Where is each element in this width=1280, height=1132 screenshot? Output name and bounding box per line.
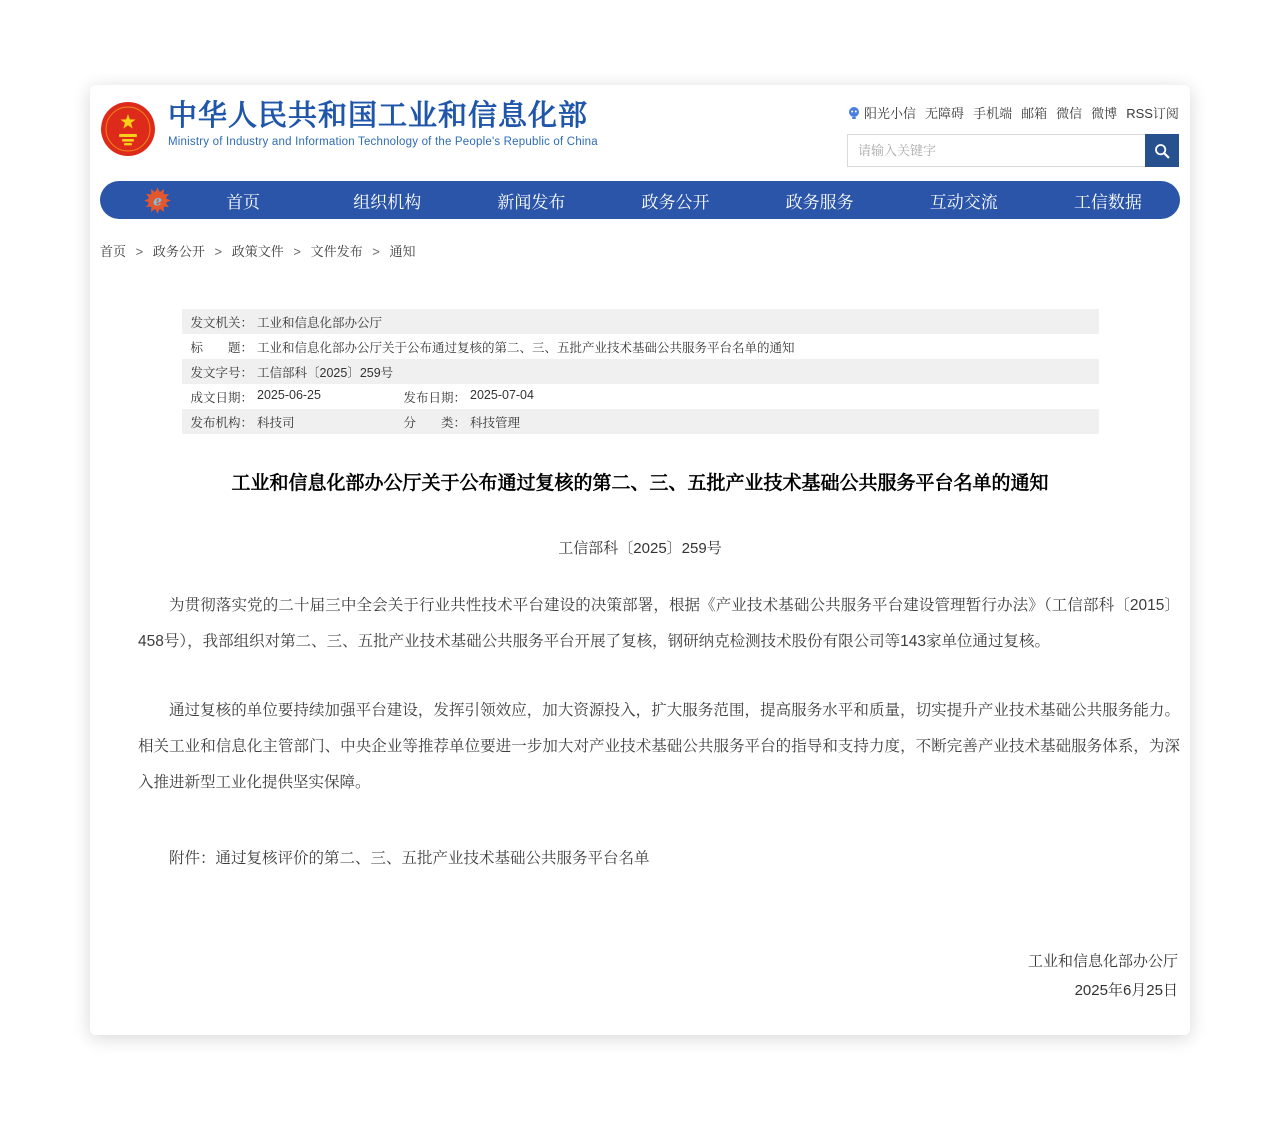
miit-gear-icon — [144, 187, 171, 214]
signature-date: 2025年6月25日 — [1074, 982, 1178, 999]
nav-item-news[interactable]: 新闻发布 — [497, 192, 566, 212]
main-nav — [100, 181, 1180, 219]
quick-links — [847, 103, 1179, 122]
meta-label: 成文日期： — [190, 390, 254, 405]
search-button[interactable] — [1145, 134, 1179, 167]
quick-link-wechat[interactable] — [1056, 103, 1082, 122]
quick-link-label: 阳光小信 — [864, 106, 917, 121]
quick-link-label: 邮箱 — [1021, 106, 1048, 121]
national-emblem-icon — [100, 101, 156, 157]
meta-row-doc-number — [182, 359, 1099, 384]
meta-cell — [182, 338, 795, 356]
meta-label: 发布日期： — [403, 390, 467, 405]
breadcrumb-separator: > — [293, 244, 301, 259]
paragraph: 通过复核的单位要持续加强平台建设，发挥引领效应，加大资源投入，扩大服务范围，提高服务水平和质量，切实提升产业技术基础公共服务能力。相关工业和信息化主管部门、中央企业等推荐单位要进一步加大对产业技术基础公共服务平台的指导和支持力度，不断完善产业技术基础服务体系，为深入推进新型工业化提供坚实保障。 — [138, 702, 1180, 791]
breadcrumb — [100, 241, 1190, 260]
meta-cell — [182, 313, 383, 331]
meta-cell — [404, 388, 534, 406]
document-meta-table — [182, 309, 1099, 434]
breadcrumb-doc-release[interactable]: 文件发布 — [310, 244, 363, 259]
site-brand[interactable] — [100, 99, 598, 171]
meta-label: 发文字号： — [190, 365, 254, 380]
meta-value: 科技司 — [257, 415, 295, 430]
document-body — [138, 588, 1180, 801]
meta-value: 工业和信息化部办公厅关于公布通过复核的第二、三、五批产业技术基础公共服务平台名单的通知 — [257, 340, 795, 355]
meta-label: 发文机关： — [190, 315, 254, 330]
meta-cell — [182, 413, 404, 431]
page-card — [90, 85, 1190, 1035]
breadcrumb-separator: > — [372, 244, 380, 259]
meta-row-title — [182, 334, 1099, 359]
breadcrumb-notice[interactable]: 通知 — [389, 244, 416, 259]
quick-link-label: 微信 — [1056, 106, 1083, 121]
document-title: 工业和信息化部办公厅关于公布通过复核的第二、三、五批产业技术基础公共服务平台名单的通知 — [231, 473, 1049, 494]
meta-label: 分 类： — [403, 415, 467, 430]
meta-value: 工业和信息化部办公厅 — [257, 315, 383, 330]
nav-item-organization[interactable]: 组织机构 — [353, 192, 422, 212]
nav-item-gov-services[interactable]: 政务服务 — [785, 192, 854, 212]
meta-row-dates — [182, 384, 1099, 409]
breadcrumb-separator: > — [135, 244, 144, 259]
signature-org: 工业和信息化部办公厅 — [1027, 953, 1178, 970]
search-icon — [1153, 142, 1171, 160]
paragraph: 为贯彻落实党的二十届三中全会关于行业共性技术平台建设的决策部署，根据《产业技术基础公共服务平台建设管理暂行办法》（工信部科〔2015〕458号），我部组织对第二、三、五批产业技术基础公共服务平台开展了复核，钢研纳克检测技术股份有限公司等143家单位通过复核。 — [138, 597, 1180, 650]
site-header — [90, 85, 1190, 171]
meta-label: 发布机构： — [190, 415, 254, 430]
meta-cell — [404, 413, 521, 431]
quick-link-sunshine[interactable] — [847, 103, 916, 122]
svg-text:e: e — [153, 192, 162, 209]
attachment-link[interactable]: 附件：通过复核评价的第二、三、五批产业技术基础公共服务平台名单 — [169, 850, 650, 867]
breadcrumb-policy-docs[interactable]: 政策文件 — [231, 244, 284, 259]
nav-items — [171, 188, 1180, 213]
quick-link-mail[interactable] — [1021, 103, 1047, 122]
meta-value: 2025-06-25 — [257, 387, 321, 402]
quick-link-label: 手机端 — [973, 106, 1013, 121]
signature-block — [90, 947, 1178, 1005]
meta-cell — [182, 388, 404, 406]
search-bar — [847, 134, 1179, 167]
header-tools — [847, 99, 1179, 171]
brand-text — [168, 99, 598, 148]
nav-item-home[interactable]: 首页 — [226, 192, 261, 212]
meta-row-publisher — [182, 409, 1099, 434]
meta-row-issuing-agency — [182, 309, 1099, 334]
meta-value: 工信部科〔2025〕259号 — [257, 365, 394, 380]
document-number: 工信部科〔2025〕259号 — [558, 540, 722, 557]
quick-link-label: 无障碍 — [925, 106, 965, 121]
quick-link-accessibility[interactable] — [925, 103, 964, 122]
meta-value: 科技管理 — [470, 415, 521, 430]
meta-label: 标 题： — [190, 340, 254, 355]
site-title: 中华人民共和国工业和信息化部 — [168, 100, 589, 132]
sunshine-mascot-icon — [847, 106, 861, 120]
quick-link-label: RSS订阅 — [1126, 106, 1179, 121]
nav-item-data[interactable]: 工信数据 — [1073, 192, 1142, 212]
nav-item-interaction[interactable]: 互动交流 — [929, 192, 998, 212]
quick-link-rss[interactable] — [1126, 103, 1179, 122]
breadcrumb-gov-openness[interactable]: 政务公开 — [152, 244, 205, 259]
miit-logo[interactable] — [144, 187, 171, 214]
breadcrumb-home[interactable]: 首页 — [100, 244, 127, 259]
quick-link-weibo[interactable] — [1091, 103, 1117, 122]
quick-link-label: 微博 — [1091, 106, 1118, 121]
quick-link-mobile[interactable] — [973, 103, 1012, 122]
site-subtitle: Ministry of Industry and Information Technology of the People's Republic of China — [168, 136, 598, 148]
meta-value: 2025-07-04 — [470, 387, 534, 402]
breadcrumb-separator: > — [214, 244, 223, 259]
nav-item-gov-openness[interactable]: 政务公开 — [641, 192, 710, 212]
search-input[interactable] — [847, 134, 1145, 167]
meta-cell — [182, 363, 394, 381]
